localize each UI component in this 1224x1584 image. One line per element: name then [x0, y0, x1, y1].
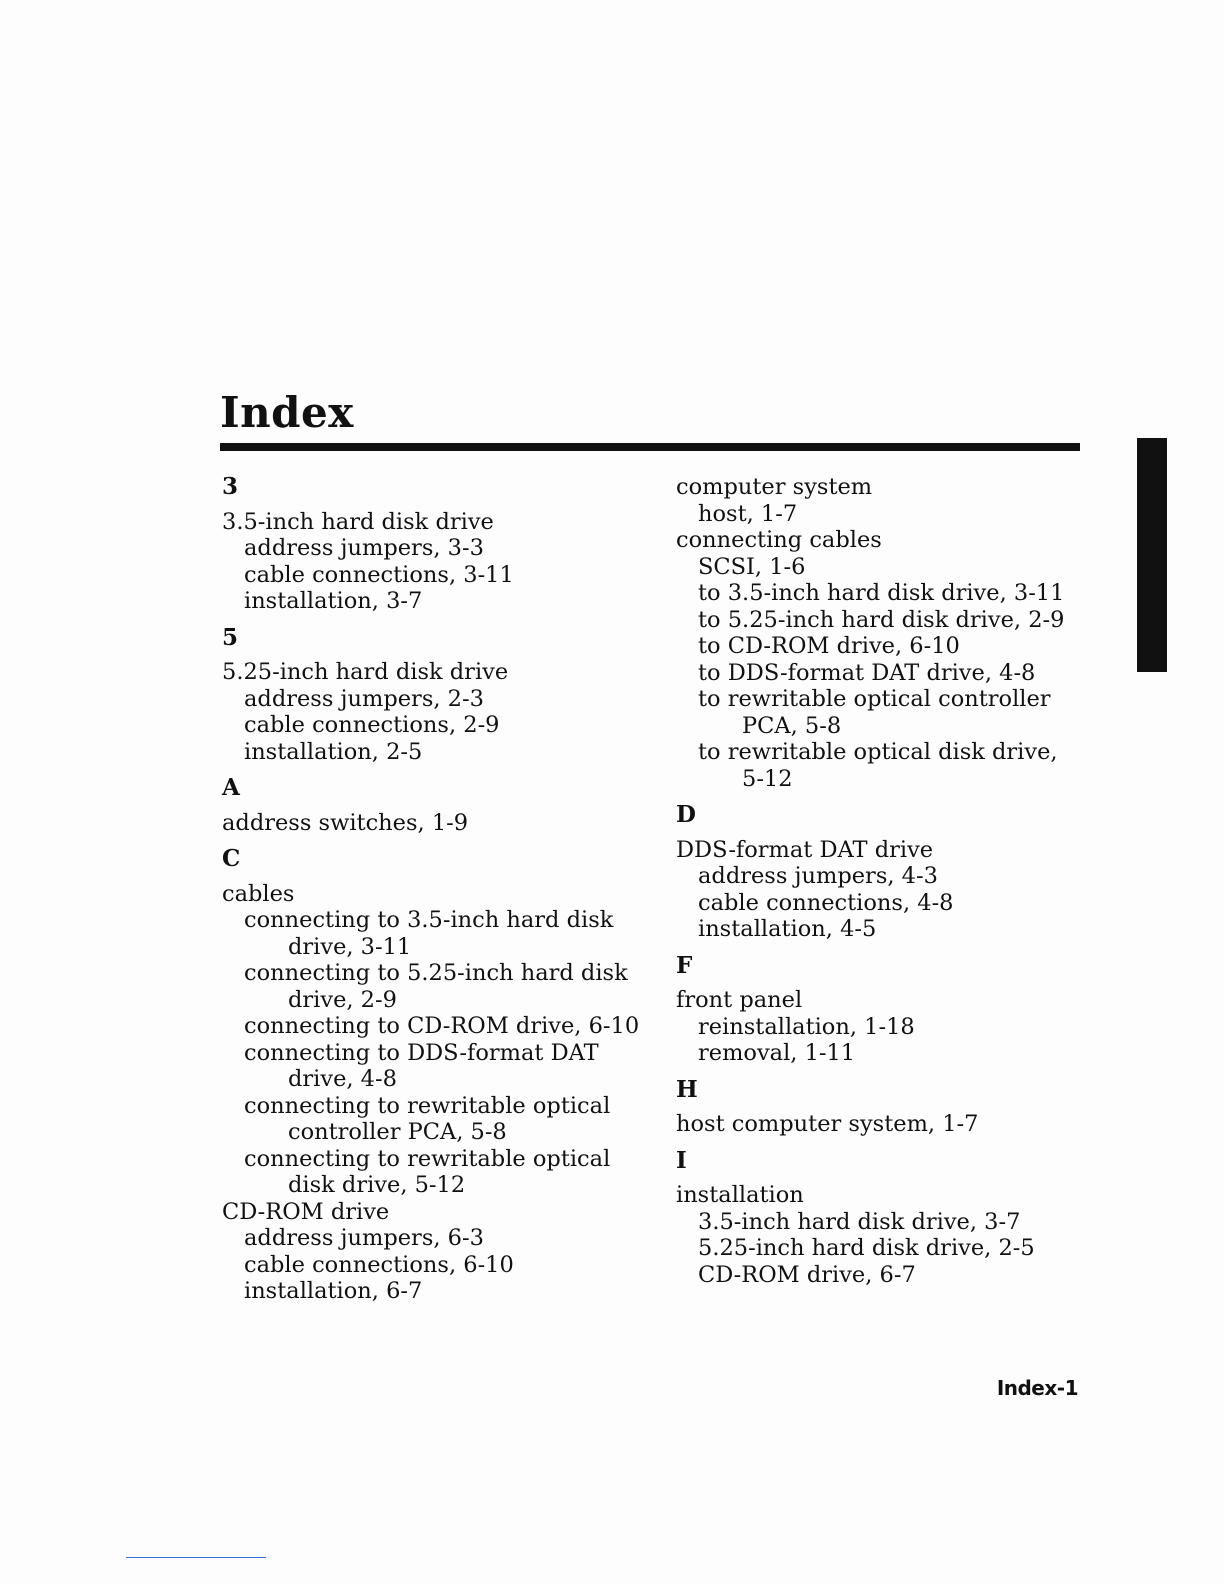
index-group-3: [222, 474, 642, 615]
group-letter: 3: [222, 473, 239, 500]
index-subentry: installation, 6-7: [244, 1278, 423, 1304]
index-subentry: installation, 2-5: [244, 738, 423, 765]
index-entry: host computer system, 1-7: [676, 1111, 979, 1137]
index-subentry: address jumpers, 3-3: [244, 535, 484, 561]
index-entry: connecting cables: [676, 527, 882, 553]
index-group-5: [222, 625, 642, 766]
index-subentry: connecting to 5.25-inch hard disk: [244, 960, 628, 986]
index-subentry-continued: drive, 2-9: [288, 986, 397, 1013]
index-group-h: [676, 1077, 1076, 1138]
index-subentry: connecting to CD-ROM drive, 6-10: [244, 1013, 640, 1039]
group-letter: D: [676, 801, 696, 828]
index-subentry: address jumpers, 2-3: [244, 685, 484, 712]
index-subentry: CD-ROM drive, 6-7: [698, 1261, 916, 1288]
index-subentry-continued: PCA, 5-8: [742, 712, 842, 739]
index-subentry: 5.25-inch hard disk drive, 2-5: [698, 1235, 1035, 1261]
index-entry: computer system: [676, 474, 873, 500]
index-subentry: connecting to 3.5-inch hard disk: [244, 907, 614, 933]
index-column-left: [222, 474, 642, 1315]
group-letter: H: [676, 1075, 698, 1103]
index-subentry: 3.5-inch hard disk drive, 3-7: [698, 1208, 1021, 1235]
index-subentry: cable connections, 4-8: [698, 889, 954, 916]
index-subentry: installation, 3-7: [244, 588, 423, 614]
index-entry: installation: [676, 1182, 804, 1208]
index-group-d: [676, 802, 1076, 943]
index-subentry: removal, 1-11: [698, 1040, 856, 1066]
index-entry: address switches, 1-9: [222, 809, 469, 836]
index-entry: front panel: [676, 987, 803, 1013]
index-subentry: host, 1-7: [698, 500, 798, 527]
group-letter: F: [676, 951, 693, 979]
index-subentry: cable connections, 3-11: [244, 561, 514, 588]
index-subentry: to 3.5-inch hard disk drive, 3-11: [698, 580, 1065, 606]
index-subentry-continued: disk drive, 5-12: [288, 1172, 466, 1198]
index-subentry: cable connections, 6-10: [244, 1251, 514, 1278]
index-entry: cables: [222, 880, 295, 907]
group-letter: 5: [222, 623, 239, 651]
index-subentry: connecting to DDS-format DAT: [244, 1039, 599, 1066]
index-subentry: address jumpers, 4-3: [698, 863, 938, 889]
index-subentry: SCSI, 1-6: [698, 553, 806, 580]
index-subentry-continued: drive, 4-8: [288, 1066, 397, 1092]
group-letter: C: [222, 845, 241, 872]
index-group-f: [676, 953, 1076, 1067]
index-subentry: connecting to rewritable optical: [244, 1092, 611, 1119]
index-subentry: to DDS-format DAT drive, 4-8: [698, 659, 1036, 686]
footer-line: [126, 1557, 266, 1558]
index-subentry: to CD-ROM drive, 6-10: [698, 633, 960, 659]
index-group-a: [222, 775, 642, 836]
index-entry: DDS-format DAT drive: [676, 836, 934, 863]
index-subentry: cable connections, 2-9: [244, 712, 500, 738]
index-subentry: reinstallation, 1-18: [698, 1013, 915, 1040]
index-subentry: to rewritable optical disk drive,: [698, 739, 1058, 765]
page-number: Index-1: [996, 1376, 1078, 1400]
index-subentry-continued: controller PCA, 5-8: [288, 1119, 507, 1145]
index-group-i: [676, 1148, 1076, 1289]
index-subentry-continued: 5-12: [742, 765, 793, 792]
section-tab-marker: [1137, 438, 1167, 672]
index-entry: 3.5-inch hard disk drive: [222, 508, 494, 535]
title-rule: [220, 443, 1080, 451]
group-letter: A: [222, 774, 240, 801]
index-subentry: installation, 4-5: [698, 916, 877, 942]
index-group-c: [222, 846, 642, 1305]
index-entry: CD-ROM drive: [222, 1198, 390, 1225]
page-title: Index: [220, 388, 354, 437]
index-subentry-continued: drive, 3-11: [288, 933, 412, 960]
index-group-c-continued: [676, 474, 1076, 792]
group-letter: I: [676, 1146, 687, 1174]
index-entry: 5.25-inch hard disk drive: [222, 659, 509, 685]
index-subentry: to 5.25-inch hard disk drive, 2-9: [698, 606, 1065, 633]
index-subentry: address jumpers, 6-3: [244, 1225, 484, 1251]
index-subentry: to rewritable optical controller: [698, 686, 1051, 712]
index-subentry: connecting to rewritable optical: [244, 1145, 611, 1172]
index-column-right: [676, 474, 1076, 1298]
